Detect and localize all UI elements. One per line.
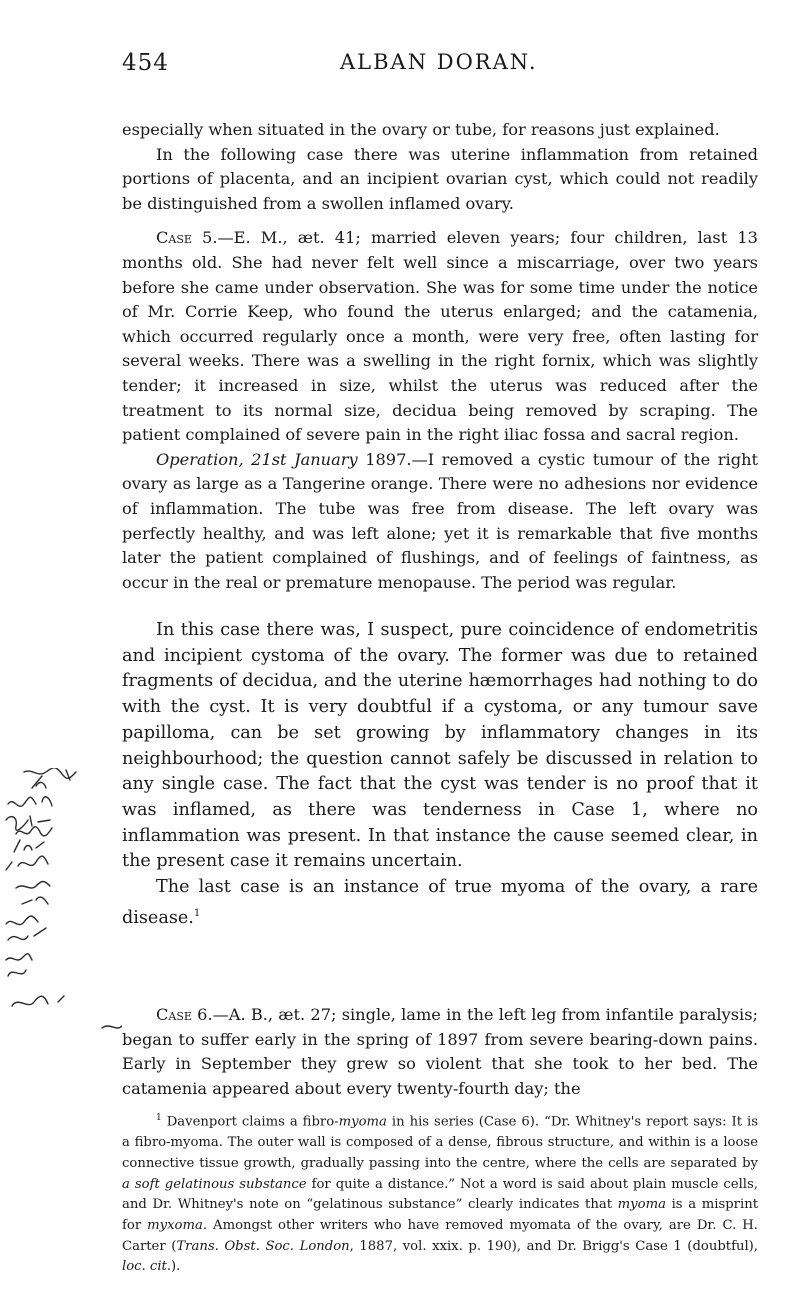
footnote-italic: myxoma xyxy=(147,1217,203,1233)
footnote-part: , 1887, vol. xxix. p. 190), and Dr. Brigg's Case 1 (doubtful), xyxy=(349,1238,758,1254)
footnote-italic: myoma xyxy=(338,1114,387,1130)
case-6-text: —A. B., æt. 27; single, lame in the left leg from infantile paralysis; began to suffer early in the spring of 1897 from severe bearing-down pains. Early in September they grew so violent that she took to her bed. The catamenia appeared about every twenty-fourth day; the xyxy=(122,1005,758,1098)
page-header xyxy=(122,50,732,80)
footnote-part: ). xyxy=(171,1259,181,1275)
footnote-part: Davenport claims a fibro- xyxy=(161,1114,339,1130)
footnote-italic: a soft gelatinous substance xyxy=(122,1176,307,1192)
handwritten-marginalia xyxy=(2,768,122,1293)
paragraph-myoma-intro xyxy=(122,875,758,931)
paragraph-operation xyxy=(122,448,758,596)
myoma-intro-text: The last case is an instance of true myoma of the ovary, a rare disease. xyxy=(122,877,758,928)
operation-label: Operation, 21st January xyxy=(156,449,358,469)
case-5-text: —E. M., æt. 41; married eleven years; four children, last 13 months old. She had never felt well since a miscarriage, over two years before she came under observation. She was for some time under the notice of Mr. Corrie Keep, who found the uterus enlarged; and the catamenia, which occurred regularly once a month, were very free, often lasting for several weeks. There was a swelling in the right fornix, which was slightly tender; it increased in size, whilst the uterus was reduced after the treatment to its normal size, decidua being removed by scraping. The patient complained of severe pain in the right iliac fossa and sacral region. xyxy=(122,228,758,445)
footnote-italic: myoma xyxy=(617,1197,666,1213)
footnote-italic: Trans. Obst. Soc. London xyxy=(176,1238,350,1254)
paragraph-discussion: In this case there was, I suspect, pure coincidence of endometritis and incipient cystoma of the ovary. The former was due to retained fragments of decidua, and the uterine hæmorrhages had nothing to do with the cyst. It is very doubtful if a cystoma, or any tumour save papilloma, can be set growing by inflammatory changes in its neighbourhood; the question cannot safely be discussed in relation to any single case. The fact that the cyst was tender is no proof that it was inflamed, as there was tenderness in Case 1, where no inflammation was present. In that instance the cause seemed clear, in the present case it remains uncertain. xyxy=(122,620,758,872)
footnote-marker: 1 xyxy=(193,907,201,919)
paragraph-case-intro: In the following case there was uterine inflammation from retained portions of placenta, and an incipient ovarian cyst, which could not readily be distinguished from a swollen inflamed ovary. xyxy=(122,144,758,213)
footnote-part: is a misprint for xyxy=(122,1197,758,1233)
running-head: ALBAN DORAN. xyxy=(340,50,538,74)
footnote-part: in his series (Case 6). “Dr. Whitney's report says: It is a fibro-myoma. The outer wall is composed of a dense, fibrous structure, and within is a loose connective tissue growth, gradually passing into the centre, where the cells are separated by xyxy=(122,1114,758,1171)
operation-text: 1897.—I removed a cystic tumour of the right ovary as large as a Tangerine orange. There were no adhesions nor evidence of inflammation. The tube was free from disease. The left ovary was perfectly healthy, and was left alone; yet it is remarkable that five months later the patient complained of flushings, and of feelings of faintness, as occur in the real or premature menopause. The period was regular. xyxy=(122,449,759,592)
case-5-label: Case 5. xyxy=(156,228,218,248)
footnote xyxy=(122,1108,758,1278)
case-6-section xyxy=(122,1003,758,1101)
footnote-number: 1 xyxy=(156,1113,162,1123)
paragraph-continuation: especially when situated in the ovary or tube, for reasons just explained. xyxy=(122,120,720,139)
paragraph-case-5 xyxy=(122,226,758,447)
paragraph-case-6 xyxy=(122,1003,758,1101)
pencil-scribbles xyxy=(2,768,122,1293)
footnote-text xyxy=(122,1108,758,1278)
footnote-part: . Amongst other writers who have removed myomata of the ovary, are Dr. C. H. Carter ( xyxy=(122,1217,758,1254)
case-6-label: Case 6. xyxy=(156,1005,213,1024)
opening-section xyxy=(122,118,758,595)
footnote-part: for quite a distance.” Not a word is said about plain muscle cells, and Dr. Whitney's note on “gelatinous substance” clearly indicates that xyxy=(122,1176,758,1213)
discussion-section xyxy=(122,618,758,931)
page-number: 454 xyxy=(122,50,169,76)
footnote-italic: loc. cit. xyxy=(122,1259,172,1275)
